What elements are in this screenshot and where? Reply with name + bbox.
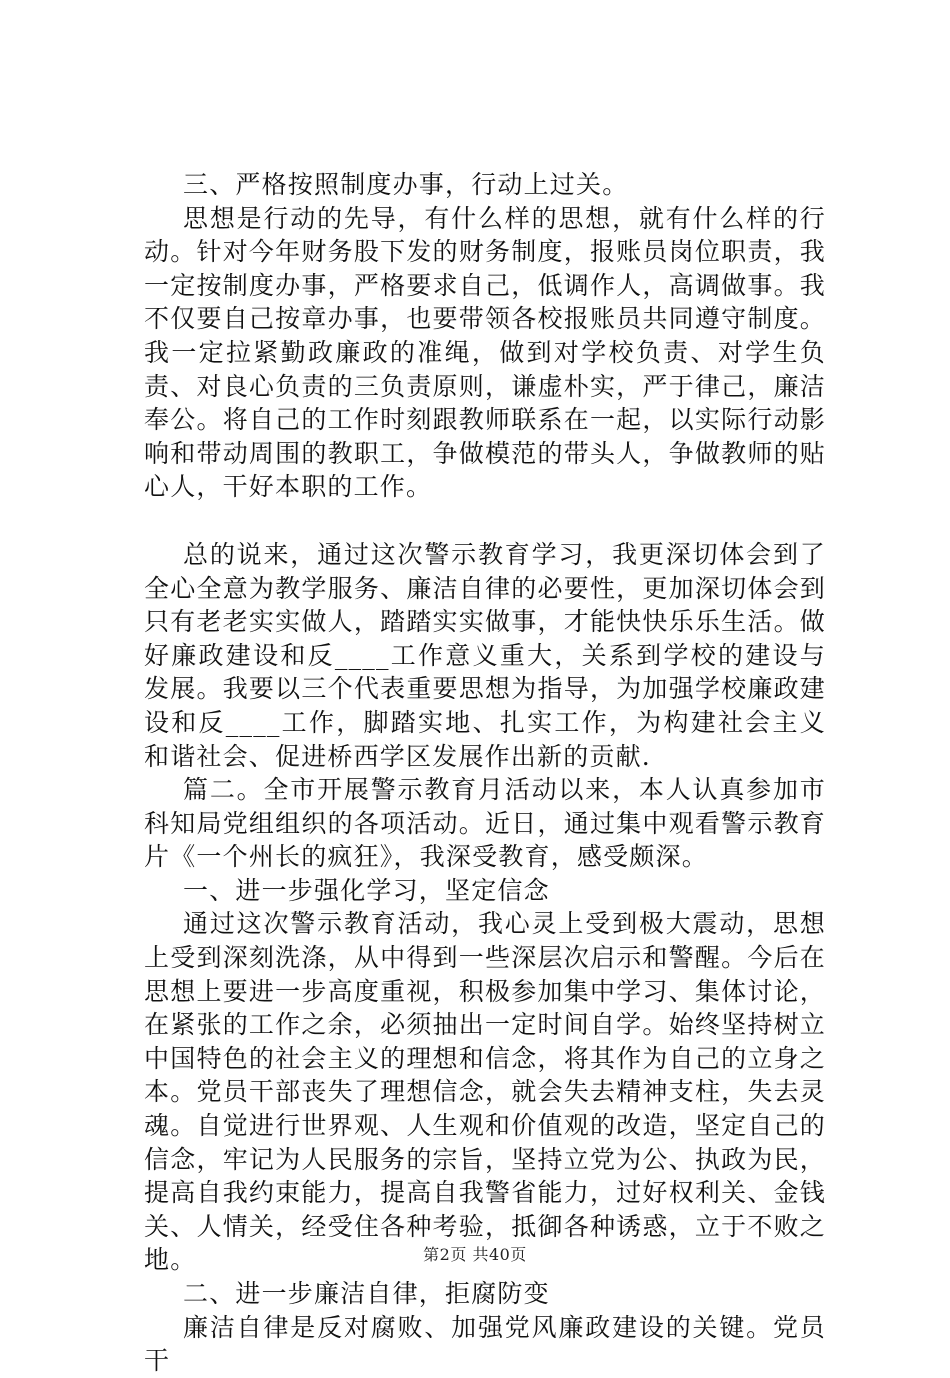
section-heading-1: 一、进一步强化学习，坚定信念 — [183, 875, 550, 905]
document-body — [144, 168, 826, 1378]
section-heading-2: 二、进一步廉洁自律，拒腐防变 — [183, 1279, 550, 1308]
summary-paragraph: 总的说来，通过这次警示教育学习，我更深切体会到了全心全意为教学服务、廉洁自律的必要性，更加深切体会到只有老老实实做人，踏踏实实做事，才能快快乐乐生活。做好廉政建设和反____工作意义重大，关系到学校的建设与发展。我要以三个代表重要思想为指导，为加强学校廉政建设和反____工作，脚踏实地、扎实工作，为构建社会主义和谐社会、促进桥西学区发展作出新的贡献. — [144, 539, 826, 771]
section-heading-3: 三、严格按照制度办事，行动上过关。 — [183, 170, 629, 199]
body-paragraph: 通过这次警示教育活动，我心灵上受到极大震动，思想上受到深刻洗涤，从中得到一些深层次启示和警醒。今后在思想上要进一步高度重视，积极参加集中学习、集体讨论，在紧张的工作之余，必须抽出一定时间自学。始终坚持树立中国特色的社会主义的理想和信念，将其作为自己的立身之本。党员干部丧失了理想信念，就会失去精神支柱，失去灵魂。自觉进行世界观、人生观和价值观的改造，坚定自己的信念，牢记为人民服务的宗旨，坚持立党为公、执政为民，提高自我约束能力，提高自我警省能力，过好权利关、金钱关、人情关，经受住各种考验，抵御各种诱惑，立于不败之地。 — [144, 909, 826, 1275]
paragraph-spacer — [144, 504, 826, 538]
page-number-footer: 第2页 共40页 — [423, 1245, 527, 1264]
body-paragraph: 廉洁自律是反对腐败、加强党风廉政建设的关键。党员干 — [144, 1312, 826, 1376]
body-paragraph: 思想是行动的先导，有什么样的思想，就有什么样的行动。针对今年财务股下发的财务制度，报账员岗位职责，我一定按制度办事，严格要求自己，低调作人，高调做事。我不仅要自己按章办事，也要带领各校报账员共同遵守制度。我一定拉紧勤政廉政的准绳，做到对学校负责、对学生负责、对良心负责的三负责原则，谦虚朴实，严于律己，廉洁奉公。将自己的工作时刻跟教师联系在一起，以实际行动影响和带动周围的教职工，争做模范的带头人，争做教师的贴心人，干好本职的工作。 — [144, 203, 826, 502]
part-two-intro: 篇二。全市开展警示教育月活动以来，本人认真参加市科知局党组组织的各项活动。近日，通过集中观看警示教育片《一个州长的疯狂》，我深受教育，感受颇深。 — [144, 775, 826, 872]
